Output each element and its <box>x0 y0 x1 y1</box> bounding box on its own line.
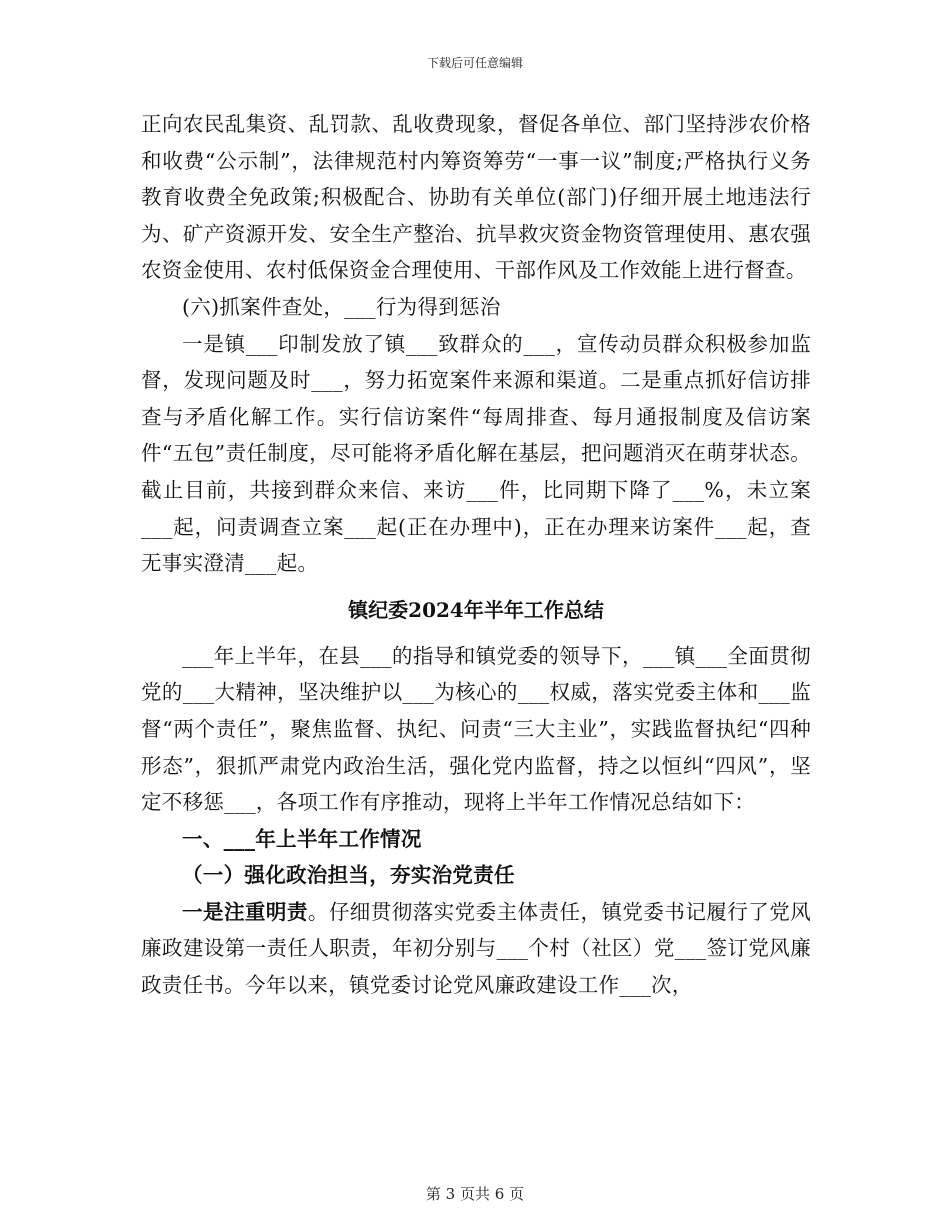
subsection-heading-1: （一）强化政治担当，夯实治党责任 <box>182 863 515 888</box>
point-1-lead: 一是注重明责 <box>182 899 308 924</box>
section-heading-6: (六)抓案件查处，___行为得到惩治 <box>182 294 501 319</box>
paragraph-intro: ___年上半年，在县___的指导和镇党委的领导下，___镇___全面贯彻党的___大精神，坚决维护以___为核心的___权威，落实党委主体和___监督“两个责任”，聚焦监督、执纪、问责“三大主业”，实践监督执纪“四种形态”，狠抓严肃党内政治生活，强化党内监督，持之以恒纠“四风”，坚定不移惩___，各项工作有序推动，现将上半年工作情况总结如下： <box>141 643 811 815</box>
document-title: 镇纪委2024年半年工作总结 <box>348 597 604 622</box>
page-footer-number: 第 3 页共 6 页 <box>425 1185 525 1203</box>
document-body <box>141 106 811 1004</box>
paragraph-case-handling: 一是镇___印制发放了镇___致群众的___，宣传动员群众积极参加监督，发现问题及时___，努力拓宽案件来源和渠道。二是重点抓好信访排查与矛盾化解工作。实行信访案件“每周排查、每月通报制度及信访案件“五包”责任制度，尽可能将矛盾化解在基层，把问题消灭在萌芽状态。截止目前，共接到群众来信、来访___件，比同期下降了___%，未立案___起，问责调查立案___起(正在办理中)，正在办理来访案件___起，查无事实澄清___起。 <box>141 331 811 576</box>
paragraph-point-1 <box>141 894 811 1004</box>
paragraph-continued: 正向农民乱集资、乱罚款、乱收费现象，督促各单位、部门坚持涉农价格和收费“公示制”，法律规范村内筹资筹劳“一事一议”制度;严格执行义务教育收费全免政策;积极配合、协助有关单位(部门)仔细开展土地违法行为、矿产资源开发、安全生产整治、抗旱救灾资金物资管理使用、惠农强农资金使用、农村低保资金合理使用、干部作风及工作效能上进行督查。 <box>141 112 811 283</box>
page-header-note: 下载后可任意编辑 <box>426 56 523 70</box>
point-1-text: 。仔细贯彻落实党委主体责任，镇党委书记履行了党风廉政建设第一责任人职责，年初分别与___个村（社区）党___签订党风廉政责任书。今年以来，镇党委讨论党风廉政建设工作___次， <box>141 899 811 998</box>
section-heading-1: 一、___年上半年工作情况 <box>182 826 422 851</box>
